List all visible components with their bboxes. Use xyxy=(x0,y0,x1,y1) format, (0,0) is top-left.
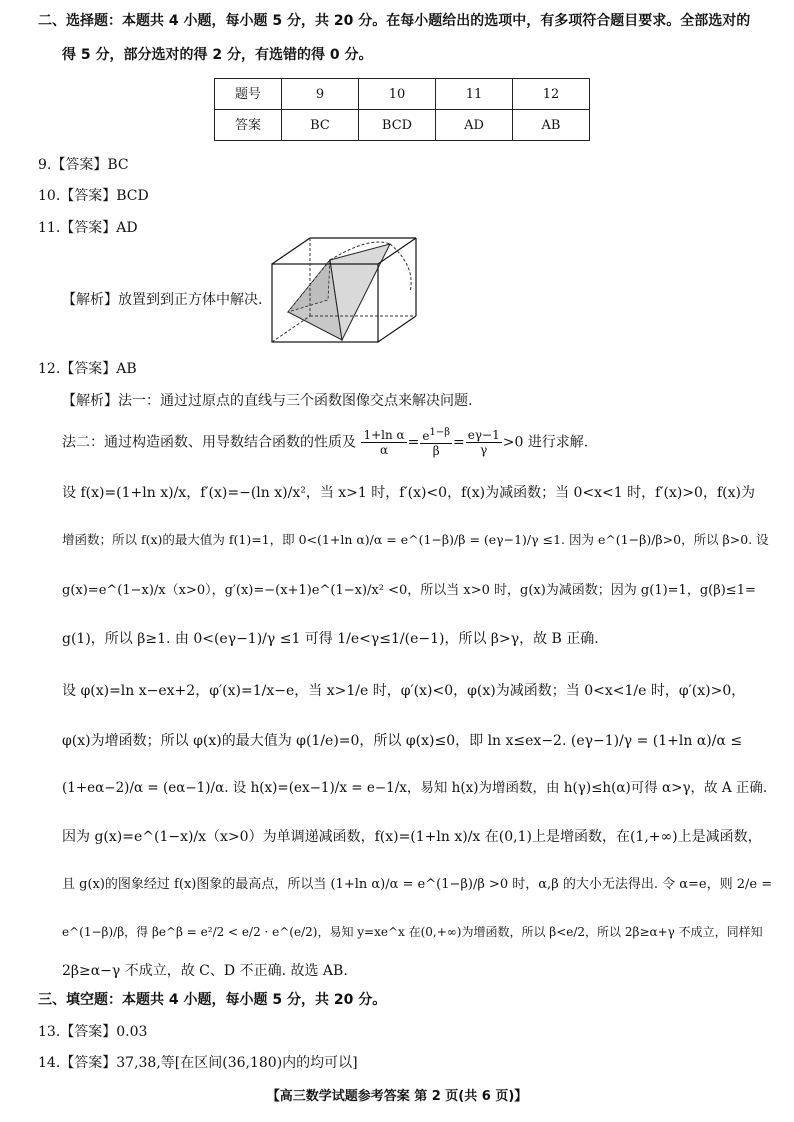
fraction: $\frac{\text{1+ln α}}{\alpha}$ xyxy=(363,428,405,457)
table-cell: 11 xyxy=(436,79,513,110)
answer-11: 11.【答案】AD xyxy=(38,220,138,236)
fraction: $\frac{e^{1-\beta}}{\beta}$ xyxy=(422,427,451,458)
derivation-line-8: 因为 g(x)=e^(1−x)/x（x>0）为单调递减函数，f(x)=(1+ln x)/x 在(0,1)上是增函数，在(1,+∞)上是减函数， xyxy=(62,829,762,845)
derivation-line-7: (1+eα−2)/α = (eα−1)/α. 设 h(x)=(ex−1)/x = e−1/x，易知 h(x)为增函数，由 h(γ)≤h(α)可得 α>γ，故 A 正确. xyxy=(62,780,768,796)
table-cell: BCD xyxy=(359,110,436,141)
section-3-heading: 三、填空题：本题共 4 小题，每小题 5 分，共 20 分。 xyxy=(38,992,387,1008)
derivation-line-10: e^(1−β)/β，得 βe^β = e²/2 < e/2 · e^(e/2)，易知 y=xe^x 在(0,+∞)为增函数，所以 β<e/2，所以 2β≥α+γ 不成立，同样知 xyxy=(62,925,763,939)
answer-14: 14.【答案】37,38,等[在区间(36,180)内的均可以] xyxy=(38,1055,358,1071)
section-heading-line2: 得 5 分，部分选对的得 2 分，有选错的得 0 分。 xyxy=(62,47,373,63)
section-heading-line1: 二、选择题：本题共 4 小题，每小题 5 分，共 20 分。在每小题给出的选项中，有多项符合题目要求。全部选对的 xyxy=(38,13,751,29)
answer-12-method1: 【解析】法一：通过过原点的直线与三个函数图像交点来解决问题. xyxy=(62,393,473,409)
table-cell: 9 xyxy=(282,79,359,110)
answer-11-analysis: 【解析】放置到到正方体中解决. xyxy=(62,292,263,308)
answer-10: 10.【答案】BCD xyxy=(38,188,149,204)
method2-prefix: 法二：通过构造函数、用导数结合函数的性质及 xyxy=(62,434,356,451)
derivation-line-3: g(x)=e^(1−x)/x（x>0），g′(x)=−(x+1)e^(1−x)/x² <0，所以当 x>0 时，g(x)为减函数；因为 g(1)=1，g(β)≤1= xyxy=(62,583,756,598)
method2-suffix: 进行求解. xyxy=(527,434,589,451)
derivation-line-2: 增函数；所以 f(x)的最大值为 f(1)=1，即 0<(1+ln α)/α = e^(1−β)/β = (eγ−1)/γ ≤1. 因为 e^(1−β)/β>0，所以 β>0. 设 xyxy=(62,532,769,547)
derivation-line-6: φ(x)为增函数；所以 φ(x)的最大值为 φ(1/e)=0，所以 φ(x)≤0，即 ln x≤ex−2. (eγ−1)/γ = (1+ln α)/α ≤ xyxy=(62,733,743,749)
table-header-label: 题号 xyxy=(215,79,282,110)
fraction: $\frac{e\gamma-1}{\gamma}$ xyxy=(467,428,500,457)
table-cell: 12 xyxy=(513,79,590,110)
answer-9: 9.【答案】BC xyxy=(38,157,129,173)
answer-table xyxy=(214,78,590,141)
answer-12-method2: 法二：通过构造函数、用导数结合函数的性质及 $\frac{\text{1+ln α}}{\alpha}$ = $\frac{e^{1-\beta}}{\beta}$ = $\frac{e\gamma-1}{\gamma}$ >0 进行求解. xyxy=(62,427,589,458)
answer-12: 12.【答案】AB xyxy=(38,361,137,377)
derivation-line-11: 2β≥α−γ 不成立，故 C、D 不正确. 故选 AB. xyxy=(62,963,348,979)
answer-13: 13.【答案】0.03 xyxy=(38,1024,148,1040)
table-header-label: 答案 xyxy=(215,110,282,141)
table-cell: AD xyxy=(436,110,513,141)
derivation-line-9: 且 g(x)的图象经过 f(x)图象的最高点，所以当 (1+ln α)/α = e^(1−β)/β >0 时，α,β 的大小无法得出. 令 α=e，则 2/e = xyxy=(62,877,773,892)
derivation-line-4: g(1)，所以 β≥1. 由 0<(eγ−1)/γ ≤1 可得 1/e<γ≤1/(e−1)，所以 β>γ，故 B 正确. xyxy=(62,631,599,647)
page-footer: 【高三数学试题参考答案 第 2 页(共 6 页)】 xyxy=(266,1089,528,1104)
derivation-line-1: 设 f(x)=(1+ln x)/x，f′(x)=−(ln x)/x²，当 x>1 时，f′(x)<0，f(x)为减函数；当 0<x<1 时，f′(x)>0，f(x)为 xyxy=(62,485,755,501)
derivation-line-5: 设 φ(x)=ln x−ex+2，φ′(x)=1/x−e，当 x>1/e 时，φ′(x)<0，φ(x)为减函数；当 0<x<1/e 时，φ′(x)>0， xyxy=(62,683,746,699)
table-cell: 10 xyxy=(359,79,436,110)
table-cell: AB xyxy=(513,110,590,141)
table-cell: BC xyxy=(282,110,359,141)
cube-figure xyxy=(270,236,420,344)
table-row-numbers xyxy=(215,79,590,110)
table-row-answers xyxy=(215,110,590,141)
